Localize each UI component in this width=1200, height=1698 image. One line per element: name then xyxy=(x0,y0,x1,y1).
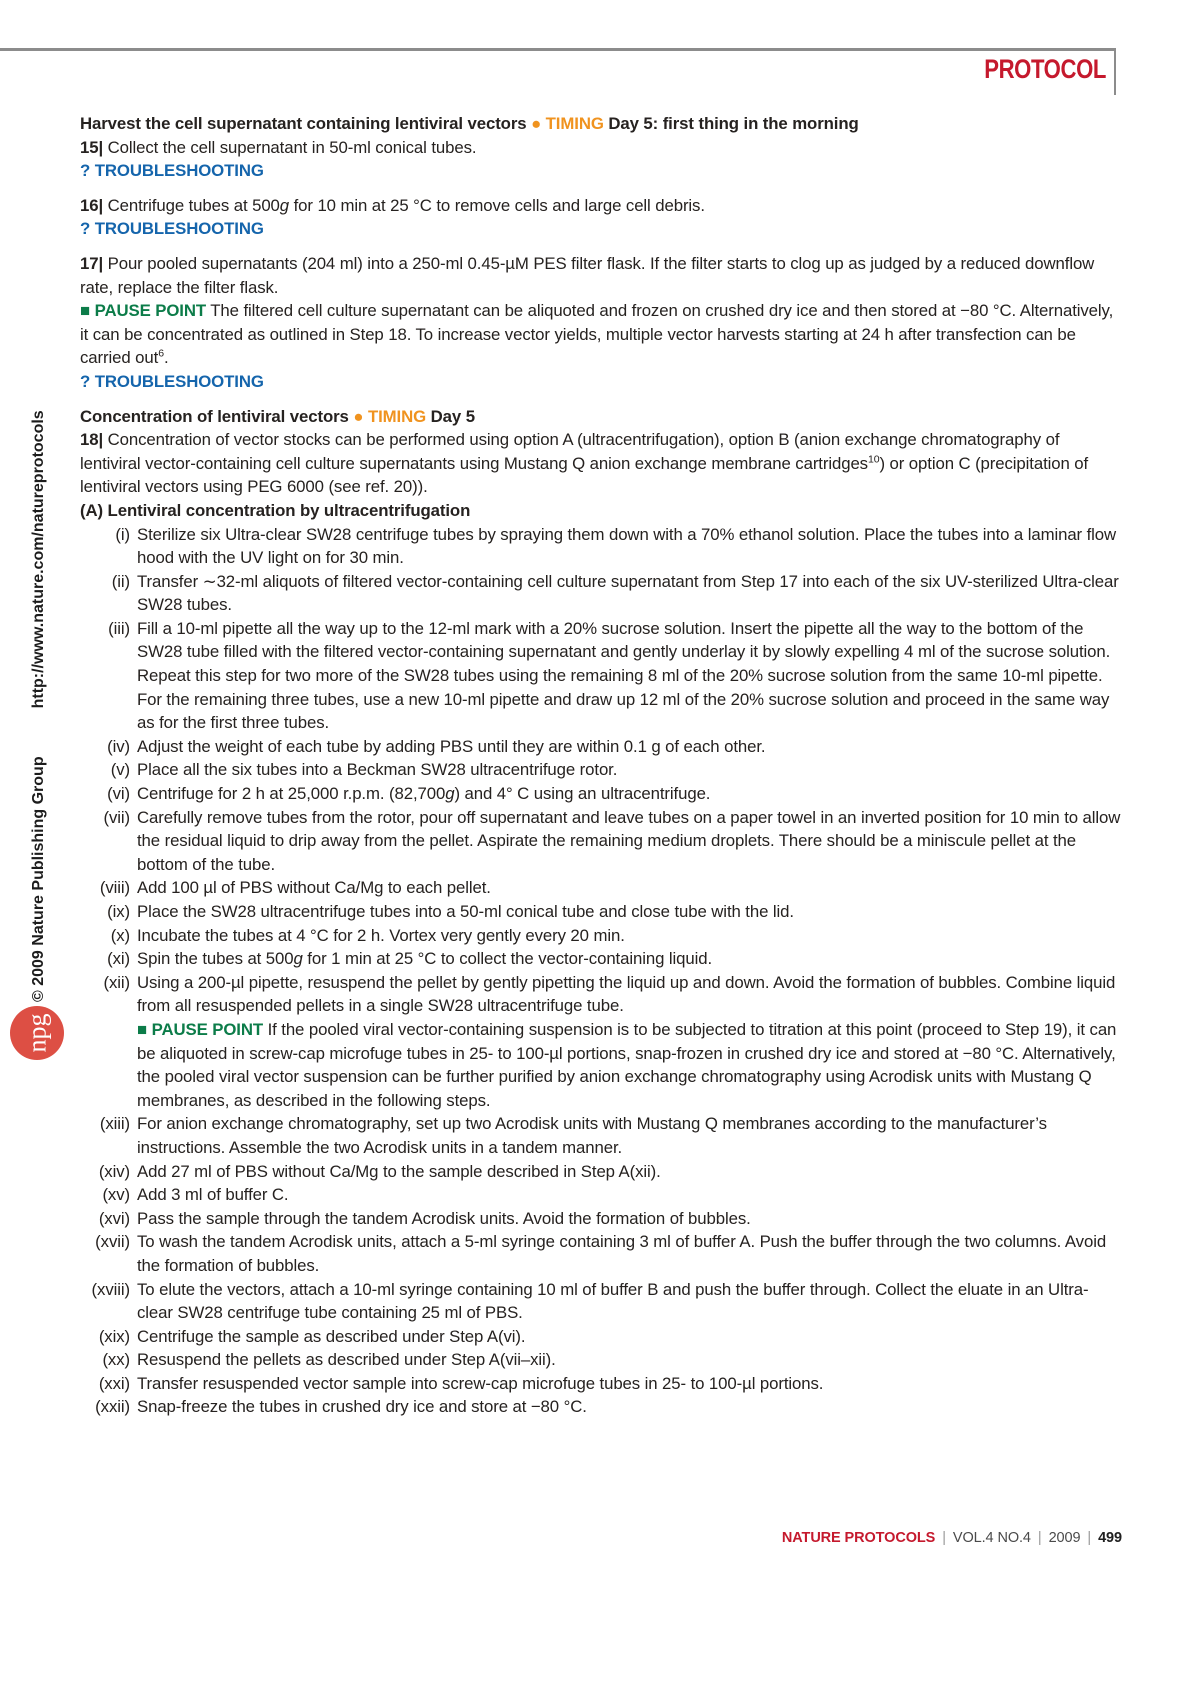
troubleshooting-note xyxy=(80,159,1122,183)
text: Spin the tubes at 500 xyxy=(137,949,294,969)
list-label: (xxii) xyxy=(95,1397,130,1417)
text: Concentration of lentiviral vectors xyxy=(80,406,354,426)
list-text xyxy=(137,1112,1122,1159)
list-item xyxy=(80,1395,1122,1419)
list-item xyxy=(80,1372,1122,1396)
step-16 xyxy=(80,194,1122,218)
text-sup: 6 xyxy=(158,347,164,360)
text: If the pooled viral vector-containing suspension is to be subjected to titration at this point (proceed to Step 19), it can be aliquoted in screw-cap microfuge tubes in 25- to 100-µl portions, snap-frozen in crushed dry ice and stored at −80 °C. Alternatively, the pooled viral vector suspension can be further purified by anion exchange chromatography using Acrodisk units with Mustang Q membranes, as described in the following steps. xyxy=(137,1019,1117,1110)
step-18 xyxy=(80,428,1122,499)
list-item xyxy=(80,1230,1122,1277)
footer-separator: | xyxy=(1087,1530,1092,1546)
list-item xyxy=(80,806,1122,877)
text: Centrifuge the sample as described under Step A(vi). xyxy=(137,1326,526,1346)
list-text xyxy=(137,924,1122,948)
list-label: (vii) xyxy=(103,807,130,827)
npg-logo xyxy=(10,1006,64,1060)
page-footer xyxy=(80,1530,1122,1546)
list-item xyxy=(80,523,1122,570)
sidebar-vertical-text xyxy=(30,410,48,1002)
list-label: (xx) xyxy=(102,1350,130,1370)
text-b: 17| xyxy=(80,253,104,273)
text-i: g xyxy=(445,784,455,804)
list-label: (ii) xyxy=(111,571,130,591)
text: ) and 4° C using an ultracentrifuge. xyxy=(454,784,711,804)
text: . xyxy=(163,348,169,368)
list-text xyxy=(137,1395,1122,1419)
text-i: g xyxy=(279,195,290,215)
text-trouble: ? TROUBLESHOOTING xyxy=(80,219,264,239)
section-heading xyxy=(80,405,1122,429)
list-label: (ix) xyxy=(107,902,130,921)
list-text xyxy=(137,1230,1122,1277)
list-text xyxy=(137,735,1122,759)
list-label: (xxi) xyxy=(98,1373,130,1393)
text: Transfer ∼32-ml aliquots of filtered vector-containing cell culture supernatant from Step 17 into each of the six UV-sterilized Ultra-clear SW28 tubes. xyxy=(137,571,1119,615)
step-17 xyxy=(80,252,1122,299)
footer-volume: VOL.4 NO.4 xyxy=(952,1530,1031,1546)
text: Pass the sample through the tandem Acrodisk units. Avoid the formation of bubbles. xyxy=(137,1208,751,1228)
list-text xyxy=(137,1325,1122,1349)
pause-point xyxy=(80,299,1122,370)
list-label: (iv) xyxy=(107,736,130,756)
list-text xyxy=(137,971,1122,1018)
list-text xyxy=(137,1160,1122,1184)
text: The filtered cell culture supernatant can be aliquoted and frozen on crushed dry ice and then stored at −80 °C. Alternatively, it can be concentrated as outlined in Step 18. To increase vector yields, multiple vector harvests starting at 24 h after transfection can be carried out xyxy=(80,301,1114,368)
list-label: (xi) xyxy=(107,949,130,969)
list-item xyxy=(80,947,1122,971)
journal-url: http://www.nature.com/natureprotocols xyxy=(30,410,47,709)
list-item xyxy=(80,876,1122,900)
page-type-label: PROTOCOL xyxy=(984,54,1106,84)
text: To elute the vectors, attach a 10-ml syringe containing 10 ml of buffer B and push the buffer through. Collect the eluate in an Ultra-clear SW28 centrifuge tube containing 25 ml of PBS. xyxy=(137,1279,1089,1323)
document-blocks xyxy=(80,112,1122,1419)
text: Transfer resuspended vector sample into screw-cap microfuge tubes in 25- to 100-µl portions. xyxy=(137,1373,824,1393)
text: Add 100 µl of PBS without Ca/Mg to each pellet. xyxy=(137,878,491,898)
text-b: 16| xyxy=(80,195,104,215)
step-15 xyxy=(80,136,1122,160)
list-label: (i) xyxy=(115,524,130,544)
text: Resuspend the pellets as described under Step A(vii–xii). xyxy=(137,1350,556,1370)
text: Day 5 xyxy=(426,406,475,426)
list-label: (viii) xyxy=(99,878,130,898)
section-heading xyxy=(80,112,1122,136)
footer-separator: | xyxy=(942,1530,946,1546)
text-trouble: ? TROUBLESHOOTING xyxy=(80,371,264,391)
list-label: (xiii) xyxy=(99,1114,130,1134)
list-text xyxy=(137,617,1122,735)
text: Adjust the weight of each tube by adding PBS until they are within 0.1 g of each other. xyxy=(137,736,766,756)
header-vertical-rule xyxy=(1114,48,1116,95)
footer-journal-name: NATURE PROTOCOLS xyxy=(781,1530,936,1546)
list-text xyxy=(137,1372,1122,1396)
text: Concentration of vector stocks can be performed using option A (ultracentrifugation), option B (anion exchange chromatography of lentiviral vector-containing cell culture supernatants using Mustang Q anion exchange membrane cartridges xyxy=(80,430,1060,473)
list-item xyxy=(80,735,1122,759)
list-label: (xvii) xyxy=(95,1232,130,1252)
text-pause: ■ PAUSE POINT xyxy=(137,1019,264,1039)
list-item xyxy=(80,1183,1122,1207)
list-label: (xix) xyxy=(98,1326,130,1346)
list-item xyxy=(80,1278,1122,1325)
text: Add 3 ml of buffer C. xyxy=(137,1185,289,1205)
list-text xyxy=(137,876,1122,900)
text: Sterilize six Ultra-clear SW28 centrifuge tubes by spraying them down with a 70% ethanol solution. Place the tubes into a laminar flow hood with the UV light on for 30 min. xyxy=(137,524,1117,568)
npg-logo-text: npg xyxy=(22,1013,51,1053)
text: Collect the cell supernatant in 50-ml conical tubes. xyxy=(103,137,477,157)
footer-year: 2009 xyxy=(1048,1530,1081,1546)
text-timing: ● TIMING xyxy=(531,114,604,133)
list-item xyxy=(80,1160,1122,1184)
text: Day 5: first thing in the morning xyxy=(603,114,859,133)
text-trouble: ? TROUBLESHOOTING xyxy=(80,161,264,181)
list-text xyxy=(137,1348,1122,1372)
text-sup: 10 xyxy=(867,453,880,466)
list-item xyxy=(80,1112,1122,1159)
list-label: (iii) xyxy=(108,618,130,638)
text: for 10 min at 25 °C to remove cells and large cell debris. xyxy=(289,195,705,215)
list-text xyxy=(137,570,1122,617)
text: Using a 200-µl pipette, resuspend the pellet by gently pipetting the liquid up and down. Avoid the formation of bubbles. Combine liquid from all resuspended pellets in a single SW28 ultracentrifuge tube. xyxy=(137,972,1116,1016)
list-text xyxy=(137,947,1122,971)
list-text xyxy=(137,806,1122,877)
header-rule xyxy=(0,48,1116,51)
footer-page-number: 499 xyxy=(1098,1530,1122,1546)
text: Centrifuge tubes at 500 xyxy=(103,195,280,215)
text: Snap-freeze the tubes in crushed dry ice and store at −80 °C. xyxy=(137,1397,587,1417)
list-item xyxy=(80,924,1122,948)
option-heading xyxy=(80,499,1122,523)
text: (A) Lentiviral concentration by ultracentrifugation xyxy=(80,500,471,520)
list-label: (xiv) xyxy=(98,1161,130,1181)
list-text xyxy=(137,1278,1122,1325)
text: Place all the six tubes into a Beckman SW28 ultracentrifuge rotor. xyxy=(137,760,618,780)
footer-separator: | xyxy=(1037,1530,1042,1546)
list-text xyxy=(137,758,1122,782)
list-text xyxy=(137,782,1122,806)
list-item xyxy=(80,758,1122,782)
text: Harvest the cell supernatant containing lentiviral vectors xyxy=(80,114,532,133)
spacer xyxy=(80,241,1122,252)
text-pause: ■ PAUSE POINT xyxy=(80,301,207,321)
list-item xyxy=(80,782,1122,806)
text: Fill a 10-ml pipette all the way up to the 12-ml mark with a 20% sucrose solution. Insert the pipette all the way to the bottom of the SW28 tube filled with the filtered vector-containing supernatant and gently underlay it by slowly expelling 4 ml of the sucrose solution. Repeat this step for two more of the SW28 tubes using the remaining 8 ml of the 20% sucrose solution from the same 10-ml pipette. For the remaining three tubes, use a new 10-ml pipette and draw up 12 ml of the 20% sucrose solution and proceed in the same way as for the first three tubes. xyxy=(137,618,1111,733)
text: For anion exchange chromatography, set up two Acrodisk units with Mustang Q membranes according to the manufacturer’s instructions. Assemble the two Acrodisk units in a tandem manner. xyxy=(137,1114,1047,1157)
text: for 1 min at 25 °C to collect the vector-containing liquid. xyxy=(302,949,713,969)
text: Pour pooled supernatants (204 ml) into a 250-ml 0.45-µM PES filter flask. If the filter starts to clog up as judged by a reduced downflow rate, replace the filter flask. xyxy=(80,253,1095,297)
list-text xyxy=(137,1207,1122,1231)
troubleshooting-note xyxy=(80,370,1122,394)
text: Centrifuge for 2 h at 25,000 r.p.m. (82,700 xyxy=(137,784,446,804)
list-item xyxy=(80,617,1122,735)
text-timing: ● TIMING xyxy=(353,406,427,426)
list-item xyxy=(80,900,1122,924)
list-text xyxy=(137,900,1122,924)
list-text xyxy=(137,1183,1122,1207)
text: Place the SW28 ultracentrifuge tubes into a 50-ml conical tube and close tube with the lid. xyxy=(137,902,794,921)
list-label: (v) xyxy=(110,760,130,780)
text-b: 15| xyxy=(80,137,104,157)
list-label: (x) xyxy=(110,925,130,945)
text: Add 27 ml of PBS without Ca/Mg to the sample described in Step A(xii). xyxy=(137,1161,661,1181)
list-text xyxy=(137,523,1122,570)
spacer xyxy=(80,183,1122,194)
text: ) or option C (precipitation of lentiviral vectors using PEG 6000 (see ref. 20)). xyxy=(80,453,1089,497)
copyright-text: © 2009 Nature Publishing Group xyxy=(30,756,47,1002)
spacer xyxy=(80,394,1122,405)
troubleshooting-note xyxy=(80,217,1122,241)
text-i: g xyxy=(293,949,303,969)
list-label: (xv) xyxy=(102,1185,130,1205)
pause-point xyxy=(137,1018,1122,1112)
list-item xyxy=(80,1325,1122,1349)
text: Carefully remove tubes from the rotor, pour off supernatant and leave tubes on a paper towel in an inverted position for 10 min to allow the residual liquid to drip away from the pellet. Aspirate the remaining medium droplets. There should be a miniscule pellet at the bottom of the tube. xyxy=(137,807,1121,874)
list-label: (xviii) xyxy=(91,1279,130,1299)
list-item xyxy=(80,1207,1122,1231)
text: To wash the tandem Acrodisk units, attach a 5-ml syringe containing 3 ml of buffer A. Push the buffer through the two columns. Avoid the formation of bubbles. xyxy=(137,1232,1107,1275)
text-b: 18| xyxy=(80,430,104,450)
list-item xyxy=(80,570,1122,617)
text: Incubate the tubes at 4 °C for 2 h. Vortex very gently every 20 min. xyxy=(137,925,625,945)
list-label: (xvi) xyxy=(98,1208,130,1228)
list-item xyxy=(80,971,1122,1018)
list-label: (vi) xyxy=(107,784,130,804)
list-item xyxy=(80,1348,1122,1372)
list-label: (xii) xyxy=(103,972,130,992)
